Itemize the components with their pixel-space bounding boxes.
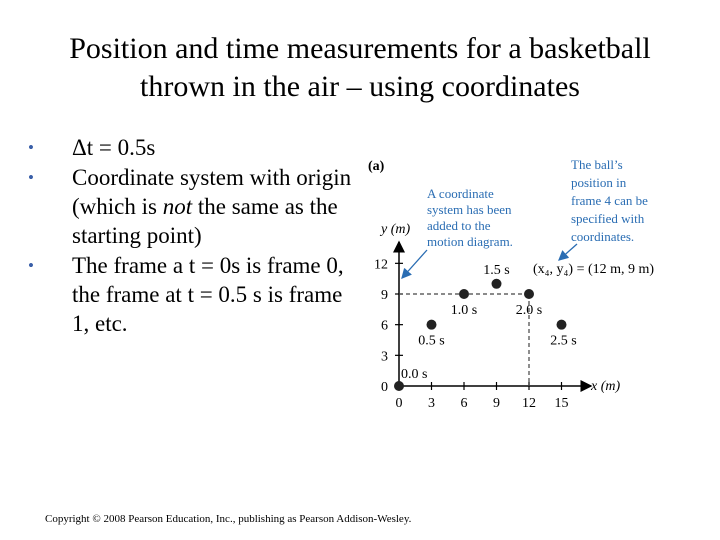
bullet-text: Coordinate system with origin (which is bbox=[72, 165, 352, 219]
bullet-list bbox=[28, 133, 358, 338]
bullet-emphasis: not bbox=[162, 194, 193, 219]
bullet-text: Δt = 0.5s bbox=[72, 135, 156, 160]
y-tick-label: 3 bbox=[381, 349, 388, 365]
title-line-2: thrown in the air – using coordinates bbox=[140, 70, 580, 103]
svg-text:system has been bbox=[427, 202, 512, 217]
x-tick-label: 6 bbox=[460, 396, 468, 411]
annotation-left-arrow bbox=[402, 250, 427, 278]
data-points bbox=[394, 263, 577, 391]
annotation-left-line: A coordinate bbox=[427, 186, 494, 201]
bullet-item bbox=[28, 163, 358, 250]
coordinate-label: (x₄, y₄) = (12 m, 9 m) bbox=[533, 262, 655, 277]
panel-label: (a) bbox=[368, 159, 385, 174]
svg-text:coordinates. bbox=[571, 229, 634, 244]
data-point bbox=[492, 279, 502, 289]
bullet-text: The frame a t = 0s is frame 0, the frame at t = 0.5 s is frame 1, etc. bbox=[72, 253, 344, 336]
svg-text:added to the bbox=[427, 218, 491, 233]
bullet-marker: • bbox=[28, 168, 34, 187]
annotation-right-line: position in bbox=[571, 175, 627, 190]
annotation-right-line: frame 4 can be bbox=[571, 193, 648, 208]
slide-title bbox=[20, 30, 700, 106]
x-tick-label: 12 bbox=[522, 396, 536, 411]
x-tick-label: 15 bbox=[554, 396, 569, 411]
annotation-right-line: The ball’s bbox=[571, 157, 623, 172]
data-point-label: 2.5 s bbox=[550, 333, 577, 349]
bullet-item bbox=[28, 133, 358, 162]
y-axis-label: y (m) bbox=[381, 222, 411, 237]
annotation-left-line: added to the bbox=[427, 218, 491, 233]
copyright-notice: Copyright © 2008 Pearson Education, Inc., publishing as Pearson Addison-Wesley. bbox=[45, 513, 412, 525]
annotation-right-arrow bbox=[559, 244, 577, 260]
svg-text:A coordinate bbox=[427, 186, 494, 201]
data-point bbox=[394, 381, 404, 391]
title-line-1: Position and time measurements for a basketball bbox=[69, 32, 651, 65]
bullet-text: the same as the starting point) bbox=[72, 194, 338, 248]
data-point-label: 2.0 s bbox=[515, 303, 543, 318]
y-tick-label: 6 bbox=[381, 318, 388, 334]
x-tick-label: 3 bbox=[428, 396, 435, 411]
annotation-right bbox=[571, 157, 648, 244]
bullet-item bbox=[28, 251, 358, 338]
svg-text:frame 4 can be bbox=[571, 193, 648, 208]
data-point bbox=[557, 320, 567, 330]
data-point-label: 0.5 s bbox=[418, 333, 445, 349]
annotation-left bbox=[427, 186, 513, 249]
data-point-label: 0.0 s bbox=[401, 367, 428, 382]
svg-text:position in bbox=[571, 175, 627, 190]
svg-text:motion diagram. bbox=[427, 234, 513, 249]
annotation-left-line: motion diagram. bbox=[427, 234, 513, 249]
data-point-label: 1.5 s bbox=[483, 262, 510, 278]
x-tick-label: 9 bbox=[493, 396, 500, 411]
y-tick-label: 0 bbox=[381, 380, 388, 395]
data-point bbox=[524, 289, 534, 299]
x-axis-label: x (m) bbox=[591, 379, 621, 394]
svg-text:The ball’s bbox=[571, 157, 623, 172]
motion-diagram bbox=[345, 150, 705, 420]
y-tick-label: 9 bbox=[381, 288, 388, 303]
bullet-marker: • bbox=[28, 138, 34, 157]
data-point bbox=[427, 320, 437, 330]
annotation-left-line: system has been bbox=[427, 202, 512, 217]
y-tick-label: 12 bbox=[374, 257, 388, 273]
bullet-marker: • bbox=[28, 256, 34, 275]
data-point-label: 1.0 s bbox=[450, 303, 478, 318]
x-tick-label: 0 bbox=[395, 396, 403, 411]
data-point bbox=[459, 289, 469, 299]
annotation-right-line: coordinates. bbox=[571, 229, 635, 244]
svg-text:specified with bbox=[571, 211, 645, 226]
annotation-right-line: specified with bbox=[571, 211, 645, 226]
